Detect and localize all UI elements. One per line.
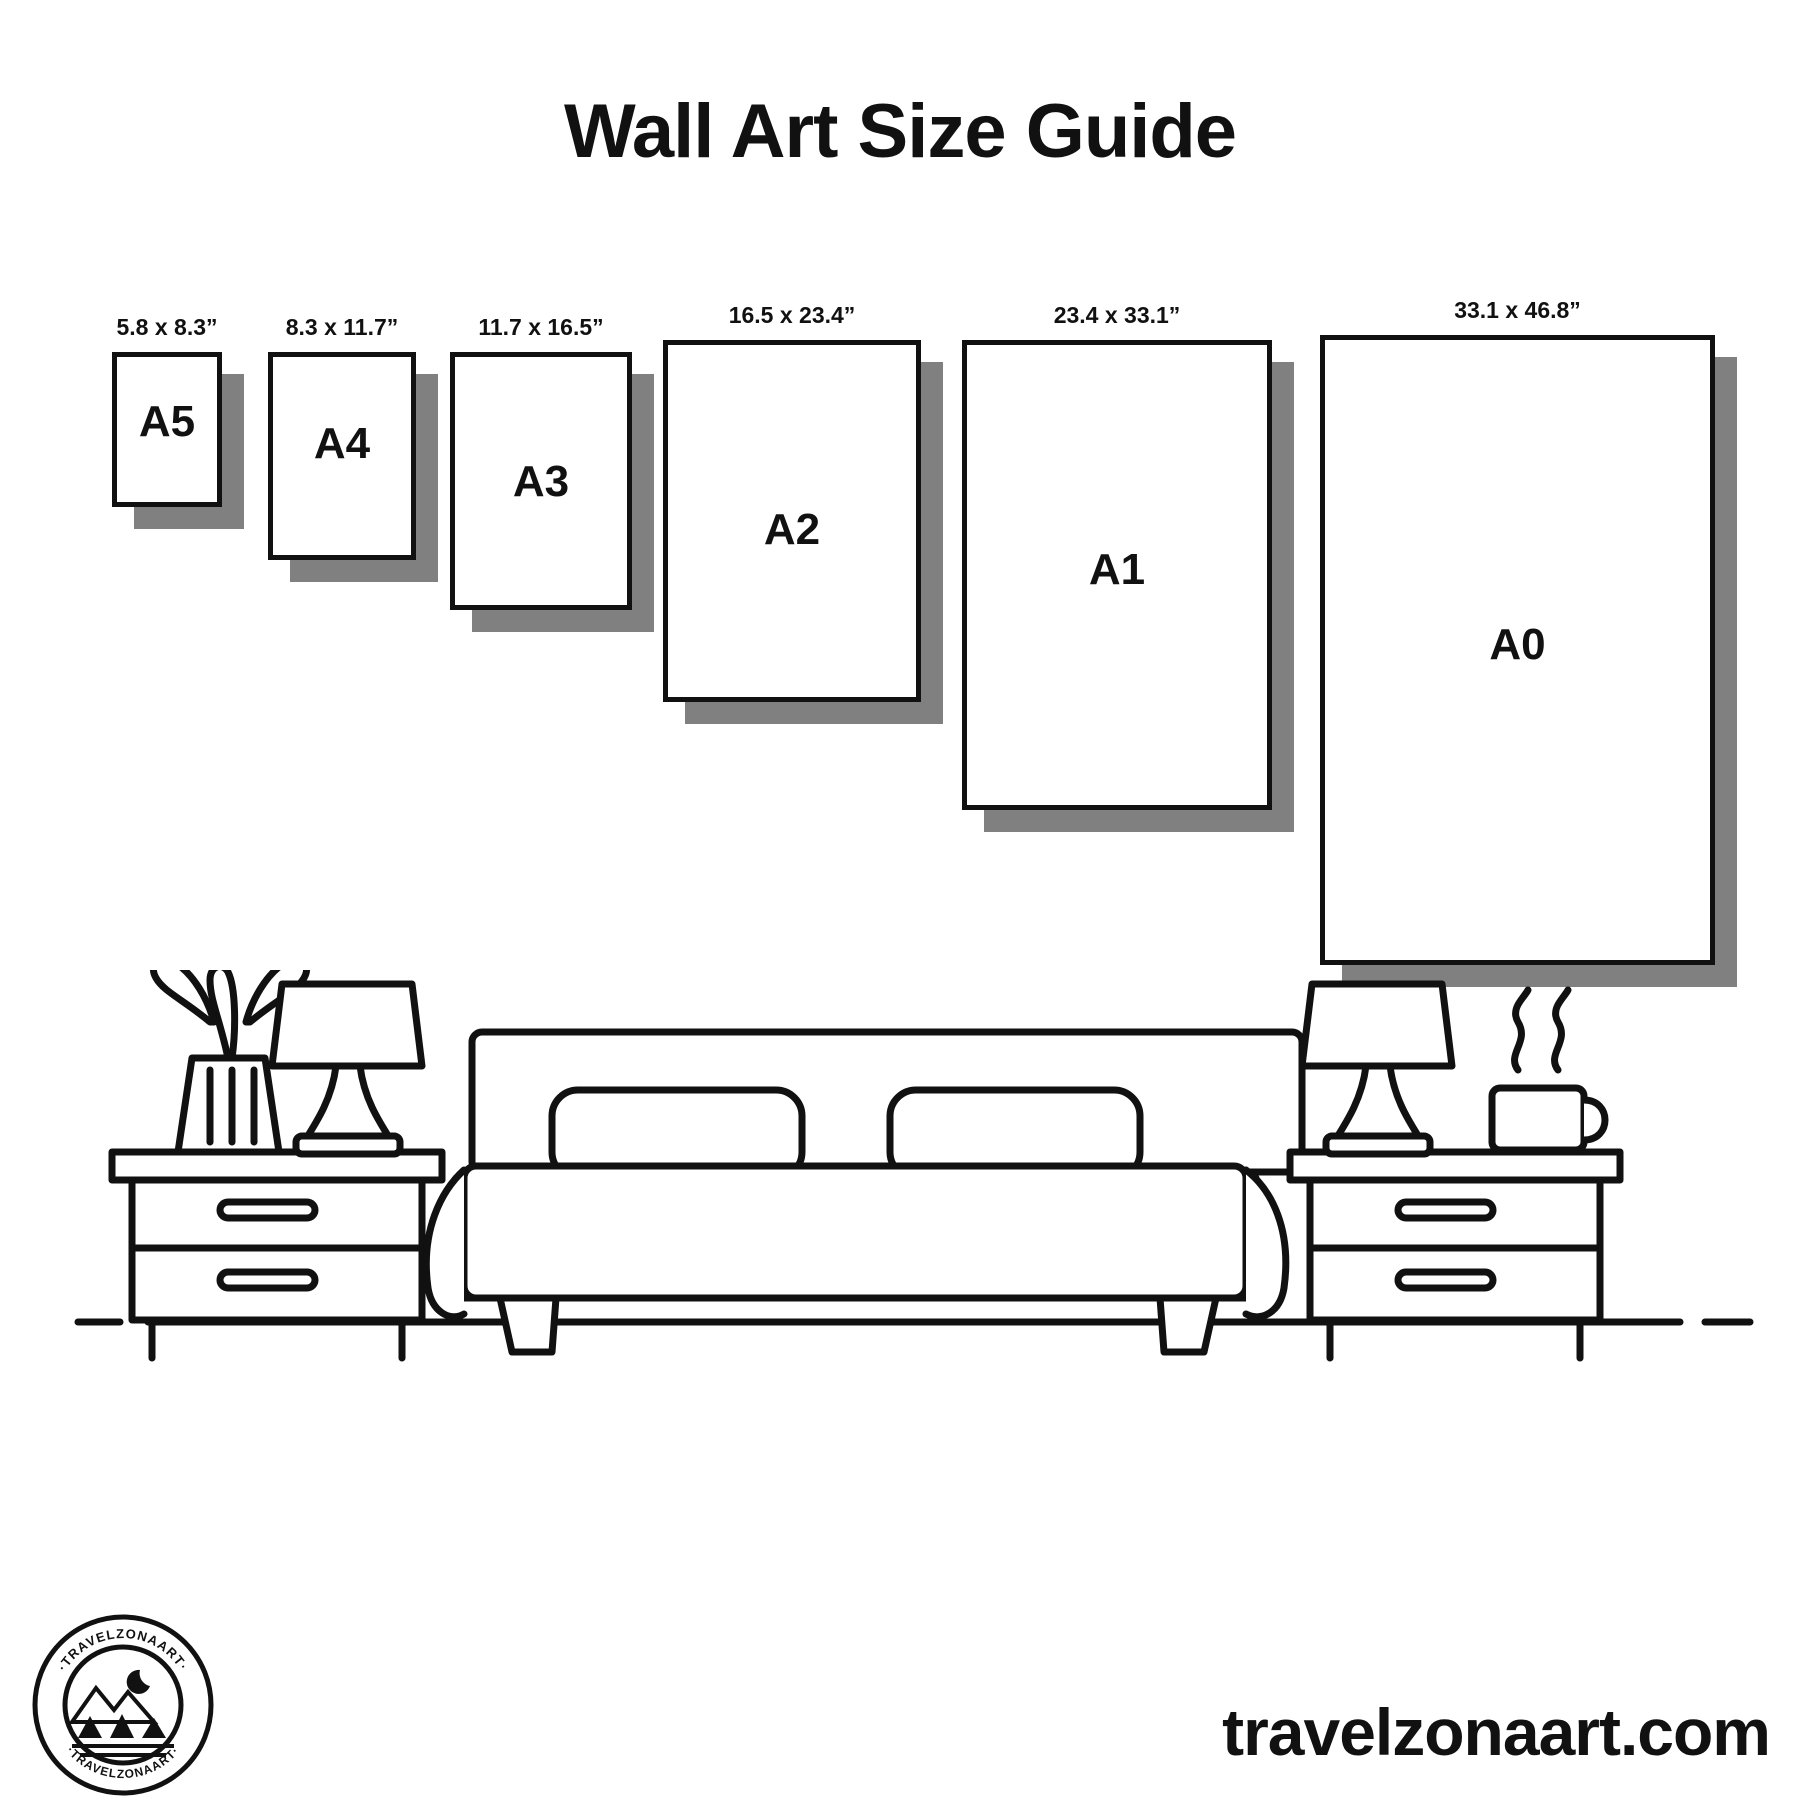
frame-a0[interactable] [1320, 335, 1715, 965]
frame-dimension-label: 8.3 x 11.7” [285, 314, 399, 340]
nightstand-left [112, 1152, 442, 1358]
frame-dimension-label: 5.8 x 8.3” [116, 314, 218, 340]
nightstand-right [1290, 1152, 1620, 1358]
frame-group-a3 [450, 314, 632, 610]
mountain-lake-moon-badge-icon [72, 1670, 174, 1755]
coffee-cup [1492, 990, 1605, 1150]
bed [426, 1032, 1302, 1352]
frame-dimension-label: 23.4 x 33.1” [1053, 302, 1181, 328]
frame-dimension-label: 33.1 x 46.8” [1454, 297, 1581, 323]
page-title: Wall Art Size Guide [563, 89, 1237, 174]
bedroom-scene [60, 970, 1760, 1530]
frame-a1[interactable] [962, 340, 1272, 810]
frame-size-name: A3 [512, 457, 570, 506]
frame-group-a5 [112, 314, 222, 507]
website-url[interactable]: travelzonaart.com [1222, 1695, 1770, 1769]
frame-size-name: A4 [313, 419, 371, 468]
frame-size-name: A5 [138, 397, 196, 446]
frame-size-name: A1 [1088, 545, 1146, 594]
frame-group-a0 [1320, 297, 1715, 965]
logo-text-bottom: ·TRAVELZONAART· [63, 1743, 183, 1782]
logo-text-top: ·TRAVELZONAART· [54, 1625, 192, 1674]
logo-outer-ring [35, 1617, 211, 1793]
frame-size-name: A2 [763, 505, 821, 554]
frame-dimension-label: 11.7 x 16.5” [478, 314, 604, 340]
lamp-left [272, 984, 422, 1154]
frame-size-name: A0 [1489, 620, 1546, 669]
frame-a2[interactable] [663, 340, 921, 702]
frame-group-a2 [663, 302, 921, 702]
lamp-right [1302, 984, 1452, 1154]
frame-group-a4 [268, 314, 416, 560]
frame-a4[interactable] [268, 352, 416, 560]
brand-logo[interactable] [28, 1610, 218, 1800]
frame-a3[interactable] [450, 352, 632, 610]
frame-a5[interactable] [112, 352, 222, 507]
frame-group-a1 [962, 302, 1272, 810]
frame-dimension-label: 16.5 x 23.4” [728, 302, 856, 328]
